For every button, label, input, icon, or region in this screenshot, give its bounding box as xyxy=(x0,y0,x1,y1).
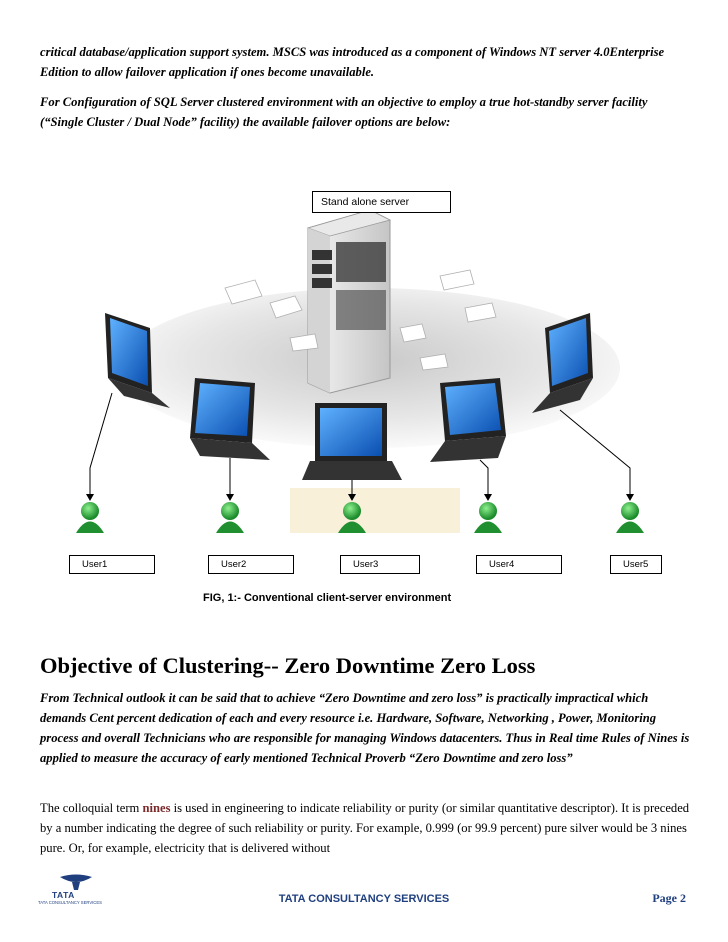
section-heading: Objective of Clustering-- Zero Downtime Zero Loss xyxy=(40,653,536,678)
figure-caption: FIG, 1:- Conventional client-server environment xyxy=(203,592,452,604)
user-label-5: User5 xyxy=(610,555,662,574)
page-number: Page 2 xyxy=(652,891,686,905)
intro-paragraph-1: critical database/application support system. MSCS was introduced as a component of Windows NT server 4.0Enterprise Edition to allow failover application if ones become unavailable. xyxy=(40,45,665,79)
server-label: Stand alone server xyxy=(312,191,451,213)
paragraph-text-start: The colloquial term xyxy=(40,801,143,815)
laptop-3 xyxy=(302,403,402,480)
section-paragraph-1: From Technical outlook it can be said that to achieve “Zero Downtime and zero loss” is practically impractical which demands Cent percent dedication of each and every resource i.e. Hardware, Software, Networking , Power, Monitoring process and overall Technicians who are responsible for managing Windows datacenters. Thus in Real time Rules of Nines is applied to measure the accuracy of early mentioned Technical Proverb “Zero Downtime and zero loss” xyxy=(40,691,690,765)
paragraph-text-end: is used in engineering to indicate reliability or purity (or similar quantitative descriptor). It is preceded by a number indicating the degree of such reliability or purity. For example, 0.999 (or 99.9 percent) pure silver would be 3 nines pure. Or, for example, electricity that is delivered without xyxy=(40,801,690,855)
user-icon-4 xyxy=(474,502,502,533)
network-illustration xyxy=(40,178,700,578)
user-label-4: User4 xyxy=(476,555,562,574)
tata-logo-word: TATA xyxy=(52,890,75,900)
user-label-1: User1 xyxy=(69,555,155,574)
client-server-figure xyxy=(40,178,700,578)
tata-logo-mark xyxy=(38,874,114,892)
user-icon-1 xyxy=(76,502,104,533)
user-icon-2 xyxy=(216,502,244,533)
tata-logo-subtext: TATA CONSULTANCY SERVICES xyxy=(38,900,102,905)
intro-paragraph-2: For Configuration of SQL Server clustered environment with an objective to employ a true hot-standby server facility (“Single Cluster / Dual Node” facility) the available failover options are below: xyxy=(40,95,648,129)
user-label-3: User3 xyxy=(340,555,420,574)
section-paragraph-2 xyxy=(40,798,690,858)
user-icon-5 xyxy=(616,502,644,533)
background-graphic xyxy=(290,488,460,533)
server-tower xyxy=(308,210,390,393)
nines-term: nines xyxy=(142,801,171,815)
user-label-2: User2 xyxy=(208,555,294,574)
footer-company: TATA CONSULTANCY SERVICES xyxy=(278,893,450,905)
